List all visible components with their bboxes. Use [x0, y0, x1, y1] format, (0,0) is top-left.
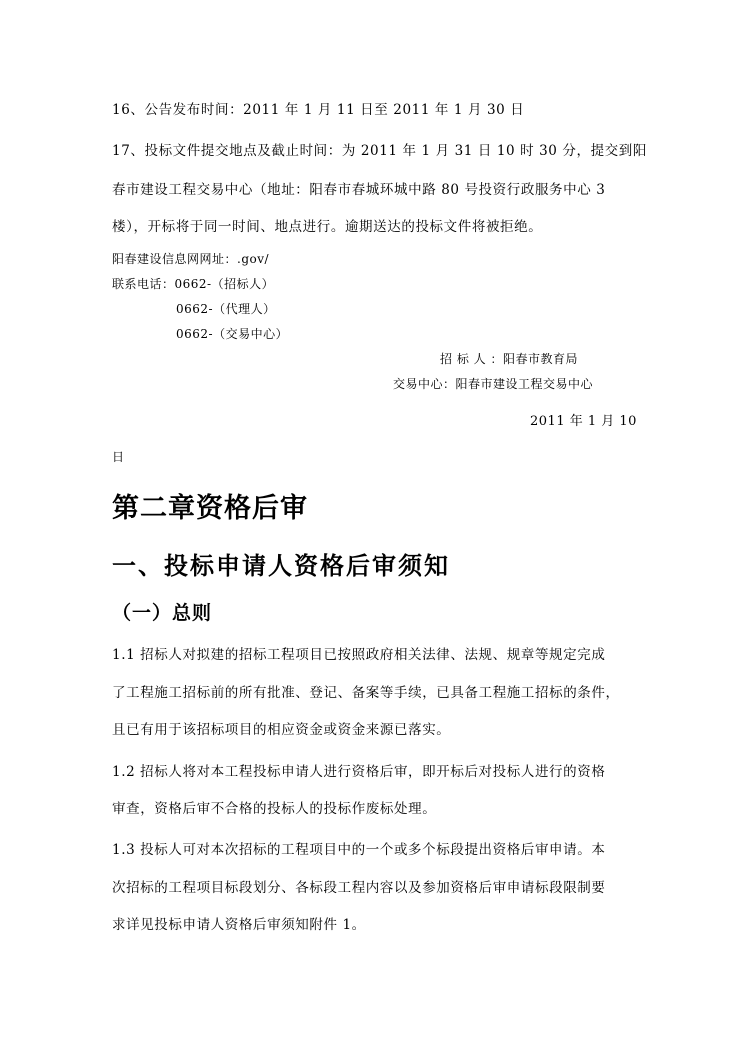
- clause-1-1-line-1: 1.1 招标人对拟建的招标工程项目已按照政府相关法律、法规、规章等规定完成: [112, 647, 606, 663]
- clause-1-2-line-2: 审查，资格后审不合格的投标人的投标作废标处理。: [112, 801, 437, 817]
- phone-agent-line: 0662-（代理人）: [176, 302, 276, 316]
- subsection-title: （一）总则: [112, 602, 213, 624]
- notice-date-tail: 日: [112, 450, 125, 464]
- notice-date: 2011 年 1 月 10: [530, 414, 637, 429]
- phone-tenderer-line: 联系电话：0662-（招标人）: [112, 277, 275, 291]
- chapter-title: 第二章资格后审: [112, 493, 308, 524]
- trading-center-signature: 交易中心：阳春市建设工程交易中心: [393, 377, 594, 391]
- phone-center-line: 0662-（交易中心）: [176, 327, 289, 341]
- clause-1-1-line-3: 且已有用于该招标项目的相应资金或资金来源已落实。: [112, 722, 451, 738]
- tenderer-signature: 招 标 人 ：阳春市教育局: [440, 352, 578, 366]
- notice-item-17-line-2: 春市建设工程交易中心（地址：阳春市春城环城中路 80 号投资行政服务中心 3: [112, 182, 606, 198]
- notice-item-16: 16、公告发布时间：2011 年 1 月 11 日至 2011 年 1 月 30 日: [112, 102, 525, 118]
- clause-1-3-line-3: 求详见投标申请人资格后审须知附件 1。: [112, 917, 366, 933]
- clause-1-1-line-2: 了工程施工招标前的所有批准、登记、备案等手续，已具备工程施工招标的条件，: [112, 685, 620, 701]
- clause-1-3-line-1: 1.3 投标人可对本次招标的工程项目中的一个或多个标段提出资格后审申请。本: [112, 842, 606, 858]
- clause-1-2-line-1: 1.2 招标人将对本工程投标申请人进行资格后审，即开标后对投标人进行的资格: [112, 764, 606, 780]
- notice-item-17-line-3: 楼），开标将于同一时间、地点进行。逾期送达的投标文件将被拒绝。: [112, 219, 543, 235]
- clause-1-3-line-2: 次招标的工程项目标段划分、各标段工程内容以及参加资格后审申请标段限制要: [112, 880, 606, 896]
- section-title: 一、投标申请人资格后审须知: [112, 552, 450, 580]
- notice-item-17-line-1: 17、投标文件提交地点及截止时间：为 2011 年 1 月 31 日 10 时 30 分，提交到阳: [112, 143, 647, 159]
- website-line: 阳春建设信息网网址：.gov/: [112, 252, 270, 266]
